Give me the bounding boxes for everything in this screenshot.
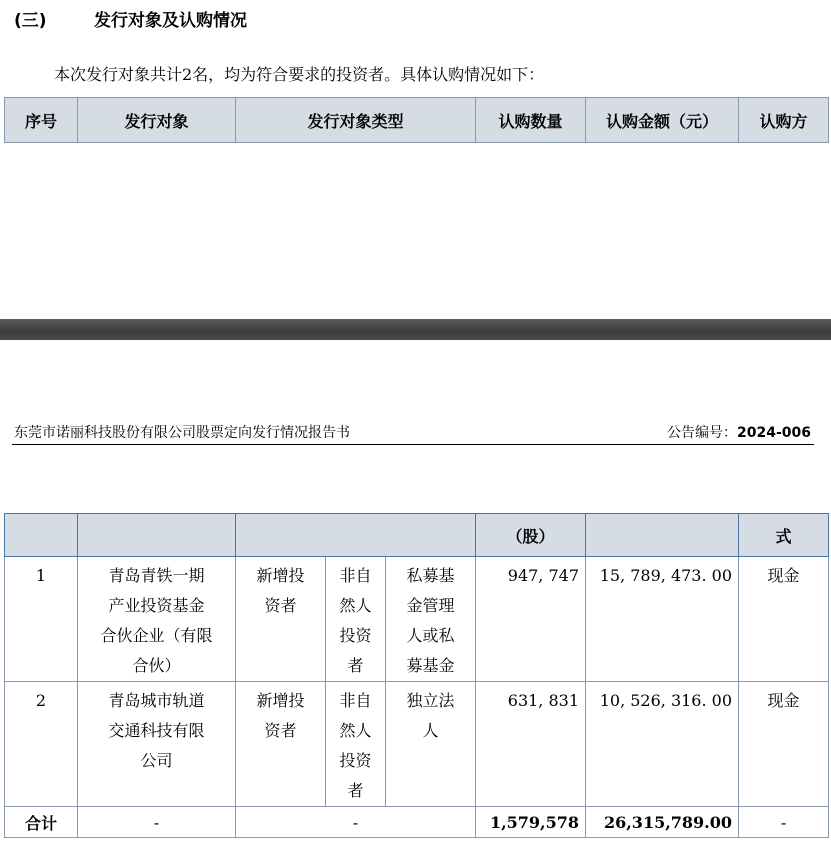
table-row <box>5 682 829 807</box>
total-amount: 26,315,789.00 <box>586 807 739 838</box>
row-type-new-investor: 新增投 资者 <box>256 691 305 740</box>
row-investor: 青岛城市轨道 交通科技有限 公司 <box>108 691 205 770</box>
total-row <box>5 807 829 838</box>
header-investor-type: 发行对象类型 <box>236 98 476 143</box>
subscription-table-header <box>4 97 829 143</box>
section-heading <box>14 6 247 31</box>
row-type-non-natural: 非自 然人 投资 者 <box>339 566 372 675</box>
header-seq: 序号 <box>5 98 78 143</box>
row-seq: 2 <box>35 691 47 710</box>
header-investor: 发行对象 <box>78 98 236 143</box>
row-type-new-investor: 新增投 资者 <box>256 566 305 615</box>
cont-header-investor <box>78 514 236 557</box>
total-type: - <box>236 807 476 838</box>
row-type-non-natural: 非自 然人 投资 者 <box>339 691 372 800</box>
table-row <box>5 557 829 682</box>
header-quantity: 认购数量 <box>476 98 586 143</box>
intro-paragraph: 本次发行对象共计2名，均为符合要求的投资者。具体认购情况如下： <box>54 65 545 84</box>
row-amount: 10, 526, 316. 00 <box>599 691 733 710</box>
code-label: 公告编号： <box>667 425 737 441</box>
row-method: 现金 <box>767 691 800 710</box>
page-break-band <box>0 319 831 340</box>
row-investor: 青岛青铁一期 产业投资基金 合伙企业（有限 合伙） <box>100 566 213 675</box>
document-title: 东莞市诺丽科技股份有限公司股票定向发行情况报告书 <box>14 425 350 441</box>
continued-header-row <box>5 514 829 557</box>
total-quantity: 1,579,578 <box>476 807 586 838</box>
announcement-code <box>667 422 811 442</box>
total-method: - <box>739 807 829 838</box>
section-number: (三) <box>14 11 47 31</box>
subscription-table <box>4 513 829 838</box>
row-amount: 15, 789, 473. 00 <box>599 566 733 585</box>
header-amount: 认购金额（元） <box>586 98 739 143</box>
cont-header-method: 式 <box>739 514 829 557</box>
total-investor: - <box>78 807 236 838</box>
section-title: 发行对象及认购情况 <box>94 11 247 31</box>
cont-header-type <box>236 514 476 557</box>
cont-header-amount <box>586 514 739 557</box>
row-type-category: 独立法 人 <box>406 691 455 740</box>
header-method: 认购方 <box>739 98 829 143</box>
code-value: 2024-006 <box>737 425 811 441</box>
row-quantity: 631, 831 <box>507 691 580 710</box>
row-quantity: 947, 747 <box>507 566 580 585</box>
cont-header-seq <box>5 514 78 557</box>
cont-header-quantity-unit: （股） <box>476 514 586 557</box>
header-rule <box>12 444 814 445</box>
row-method: 现金 <box>767 566 800 585</box>
total-label: 合计 <box>5 807 78 838</box>
header-row <box>5 98 829 143</box>
row-seq: 1 <box>35 566 47 585</box>
row-type-category: 私募基 金管理 人或私 募基金 <box>406 566 455 675</box>
